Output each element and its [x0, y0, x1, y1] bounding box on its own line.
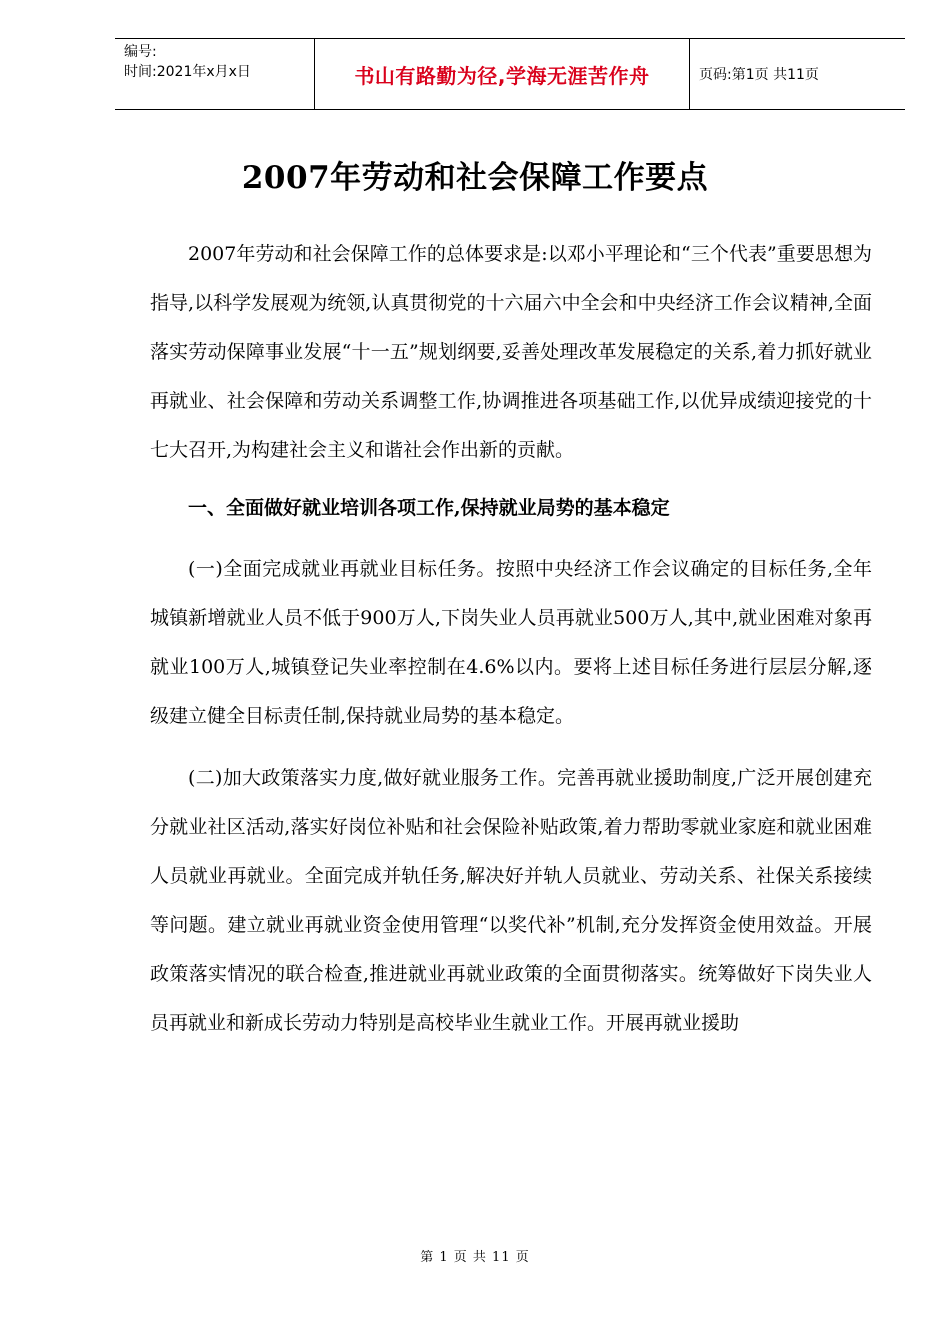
header-page-cell	[690, 39, 905, 109]
document-title: 2007年劳动和社会保障工作要点	[241, 160, 709, 196]
body-paragraph: (二)加大政策落实力度,做好就业服务工作。完善再就业援助制度,广泛开展创建充分就业社区活动,落实好岗位补贴和社会保险补贴政策,着力帮助零就业家庭和就业困难人员就业再就业。全面完成并轨任务,解决好并轨人员就业、劳动关系、社保关系接续等问题。建立就业再就业资金使用管理“以奖代补”机制,充分发挥资金使用效益。开展政策落实情况的联合检查,推进就业再就业政策的全面贯彻落实。统筹做好下岗失业人员再就业和新成长劳动力特别是高校毕业生就业工作。开展再就业援助	[150, 767, 872, 1034]
header-meta-cell	[115, 39, 315, 109]
document-header	[115, 38, 905, 110]
motto-text: 书山有路勤为径,学海无涯苦作舟	[354, 63, 650, 88]
document-body	[150, 230, 872, 1048]
page-footer: 第 1 页 共 11 页	[420, 1250, 530, 1265]
section-heading: 一、全面做好就业培训各项工作,保持就业局势的基本稳定	[188, 497, 670, 519]
intro-paragraph: 2007年劳动和社会保障工作的总体要求是:以邓小平理论和“三个代表”重要思想为指导,以科学发展观为统领,认真贯彻党的十六届六中全会和中央经济工作会议精神,全面落实劳动保障事业发展“十一五”规划纲要,妥善处理改革发展稳定的关系,着力抓好就业再就业、社会保障和劳动关系调整工作,协调推进各项基础工作,以优异成绩迎接党的十七大召开,为构建社会主义和谐社会作出新的贡献。	[150, 243, 872, 461]
header-motto-cell	[315, 39, 690, 109]
time-label: 时间:2021年x月x日	[124, 64, 251, 80]
body-paragraph: (一)全面完成就业再就业目标任务。按照中央经济工作会议确定的目标任务,全年城镇新增就业人员不低于900万人,下岗失业人员再就业500万人,其中,就业困难对象再就业100万人,城镇登记失业率控制在4.6%以内。要将上述目标任务进行层层分解,逐级建立健全目标责任制,保持就业局势的基本稳定。	[150, 558, 872, 727]
page-info: 页码:第1页 共11页	[699, 67, 819, 83]
code-label: 编号:	[124, 44, 157, 60]
